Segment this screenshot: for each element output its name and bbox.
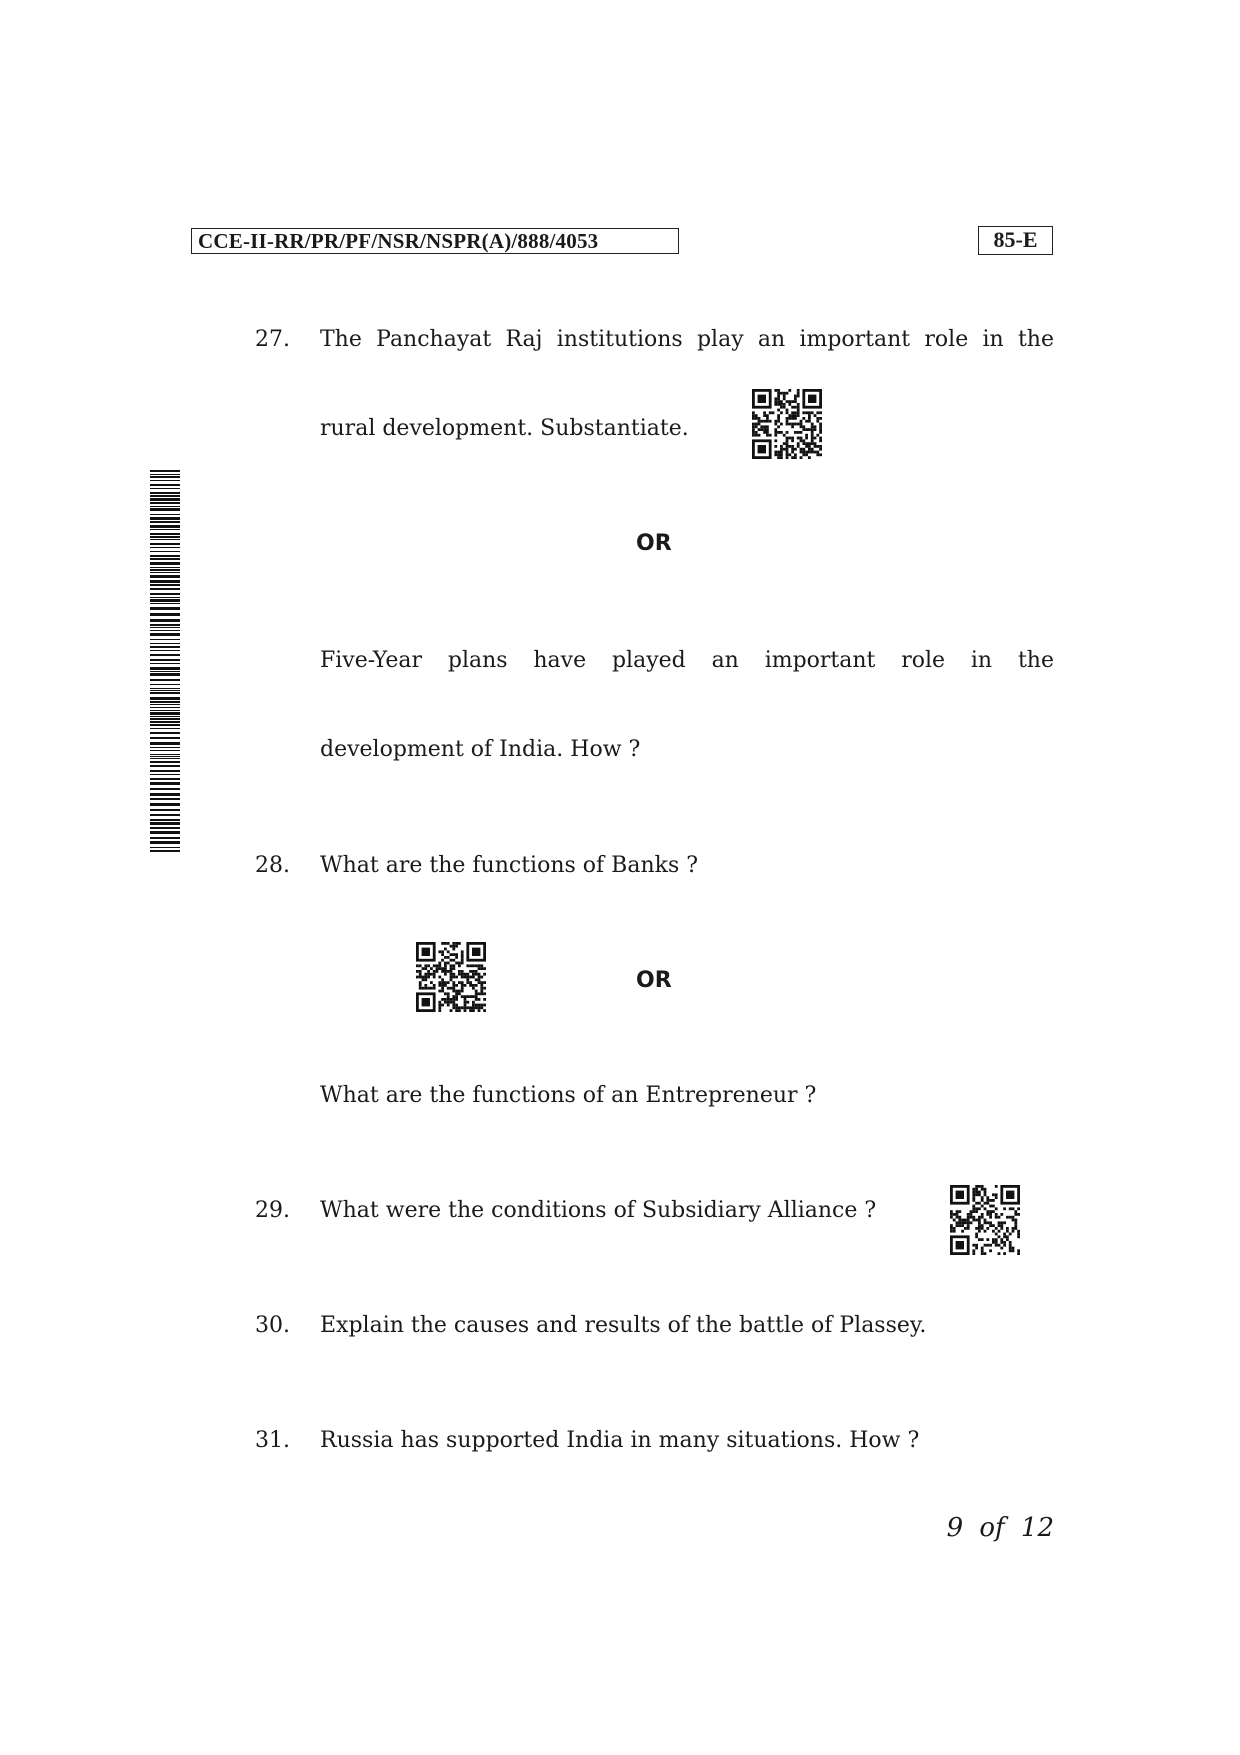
word: institutions	[556, 327, 683, 352]
question-paper-code: CCE-II-RR/PR/PF/NSR/NSPR(A)/888/4053	[191, 228, 679, 254]
word: have	[533, 648, 587, 673]
barcode-icon	[150, 470, 180, 855]
word: in	[970, 648, 993, 673]
qr-code-icon	[416, 942, 486, 1012]
word: plans	[447, 648, 508, 673]
qr-code-icon	[752, 389, 822, 459]
word: Panchayat	[376, 327, 492, 352]
question-text-line: Explain the causes and results of the battle of Plassey.	[320, 1313, 927, 1338]
question-text-line: development of India. How ?	[320, 737, 641, 762]
word: play	[696, 327, 744, 352]
word: Five-Year	[320, 648, 423, 673]
question-text-line: What are the functions of Banks ?	[320, 853, 699, 878]
word: an	[711, 648, 739, 673]
paper-code-badge: 85-E	[978, 226, 1053, 255]
question-number: 31.	[255, 1428, 290, 1453]
word: Raj	[505, 327, 543, 352]
qr-code-icon	[950, 1185, 1020, 1255]
question-text-line: Russia has supported India in many situations. How ?	[320, 1428, 920, 1453]
question-number: 27.	[255, 327, 290, 352]
word: an	[757, 327, 786, 352]
question-number: 29.	[255, 1198, 290, 1223]
question-text-line	[320, 646, 1054, 676]
page-number: 9 of 12	[946, 1513, 1054, 1543]
word: important	[799, 327, 911, 352]
question-number: 30.	[255, 1313, 290, 1338]
question-text-line: What were the conditions of Subsidiary Alliance ?	[320, 1198, 877, 1223]
word: The	[320, 327, 362, 352]
or-separator: OR	[636, 968, 672, 993]
question-text-line	[320, 325, 1054, 355]
question-text-line: rural development. Substantiate.	[320, 416, 689, 441]
or-separator: OR	[636, 531, 672, 556]
word: role	[901, 648, 946, 673]
question-number: 28.	[255, 853, 290, 878]
word: in	[982, 327, 1004, 352]
word: the	[1017, 648, 1054, 673]
question-text-line: What are the functions of an Entrepreneur ?	[320, 1083, 817, 1108]
word: important	[764, 648, 876, 673]
word: played	[611, 648, 686, 673]
word: the	[1017, 327, 1054, 352]
word: role	[924, 327, 969, 352]
